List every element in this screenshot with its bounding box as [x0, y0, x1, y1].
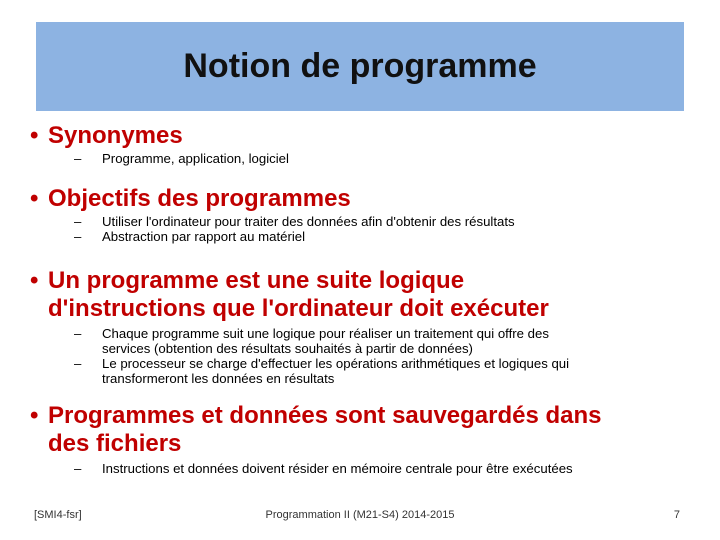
sub-item-text: Le processeur se charge d'effectuer les opérations arithmétiques et logiques qui	[102, 356, 570, 371]
bullet-label: Objectifs des programmes	[48, 185, 351, 212]
bullet-line-2: des fichiers	[48, 430, 182, 457]
sub-item	[74, 151, 289, 166]
sub-item	[74, 229, 515, 244]
bullet-synonymes	[30, 122, 183, 150]
sub-list	[74, 326, 569, 386]
bullet-fichiers	[30, 402, 602, 458]
dash-icon: –	[74, 214, 82, 229]
bullet-programme-suite	[30, 267, 549, 323]
sub-item-text: Programme, application, logiciel	[102, 151, 289, 166]
sub-item-text: Chaque programme suit une logique pour réaliser un traitement qui offre des	[102, 326, 549, 341]
sub-item	[74, 461, 573, 476]
sub-item	[74, 214, 515, 229]
bullet-icon: •	[30, 185, 39, 212]
bullet-icon: •	[30, 267, 39, 294]
sub-item-text: Utiliser l'ordinateur pour traiter des données afin d'obtenir des résultats	[102, 214, 515, 229]
sub-list	[74, 461, 573, 476]
slide-title: Notion de programme	[183, 47, 537, 85]
bullet-objectifs	[30, 185, 351, 213]
dash-icon: –	[74, 151, 82, 166]
sub-item-text: transformeront les données en résultats	[102, 371, 335, 386]
bullet-label: Synonymes	[48, 122, 183, 149]
page-number: 7	[673, 509, 680, 521]
bullet-icon: •	[30, 402, 39, 429]
dash-icon: –	[74, 461, 82, 476]
sub-item	[74, 326, 569, 356]
sub-item-text: Abstraction par rapport au matériel	[102, 229, 306, 244]
dash-icon: –	[74, 356, 82, 371]
dash-icon: –	[74, 326, 82, 341]
sub-list	[74, 214, 515, 244]
footer-center: Programmation II (M21-S4) 2014-2015	[265, 509, 455, 521]
sub-item-text: Instructions et données doivent résider en mémoire centrale pour être exécutées	[102, 461, 573, 476]
bullet-line-1: Un programme est une suite logique	[48, 267, 465, 294]
sub-item	[74, 356, 569, 386]
sub-item-text: services (obtention des résultats souhaités à partir de données)	[102, 341, 473, 356]
title-bar	[36, 22, 684, 111]
bullet-line-1: Programmes et données sont sauvegardés dans	[48, 402, 602, 429]
dash-icon: –	[74, 229, 82, 244]
footer-left: [SMI4-fsr]	[34, 509, 82, 521]
bullet-icon: •	[30, 122, 39, 149]
sub-list	[74, 151, 289, 166]
bullet-line-2: d'instructions que l'ordinateur doit exécuter	[48, 295, 549, 322]
